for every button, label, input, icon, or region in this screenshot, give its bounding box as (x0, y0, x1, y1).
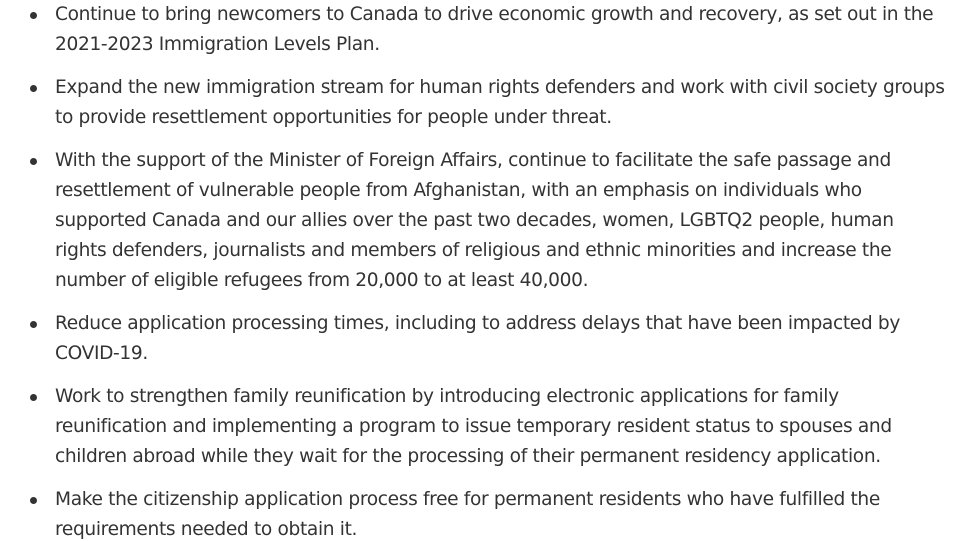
list-item (30, 0, 945, 60)
bullet-icon (30, 394, 37, 401)
bullet-icon (30, 158, 37, 165)
list-item-text: Work to strengthen family reunification by introducing electronic applications for family reunification and implementing a program to issue temporary resident status to spouses and children abroad while they wait for the processing of their permanent residency application. (55, 386, 892, 467)
list-item (30, 309, 945, 369)
list-item-text: With the support of the Minister of Foreign Affairs, continue to facilitate the safe passage and resettlement of vulnerable people from Afghanistan, with an emphasis on individuals who supported Canada and our allies over the past two decades, women, LGBTQ2 people, human rights defenders, journalists and members of religious and ethnic minorities and increase the number of eligible refugees from 20,000 to at least 40,000. (55, 150, 894, 291)
bullet-icon (30, 497, 37, 504)
list-item-text: Continue to bring newcomers to Canada to drive economic growth and recovery, as set out in the 2021-2023 Immigration Levels Plan. (55, 4, 934, 55)
list-item (30, 485, 945, 541)
bullet-icon (30, 85, 37, 92)
bullet-icon (30, 321, 37, 328)
bullet-icon (30, 12, 37, 19)
mandate-bullet-list (30, 0, 945, 541)
list-item-text: Reduce application processing times, including to address delays that have been impacted by COVID-19. (55, 313, 900, 364)
list-item-text: Expand the new immigration stream for human rights defenders and work with civil society groups to provide resettlement opportunities for people under threat. (55, 77, 945, 128)
list-item (30, 382, 945, 472)
list-item (30, 73, 945, 133)
list-item (30, 146, 945, 296)
list-item-text: Make the citizenship application process free for permanent residents who have fulfilled the requirements needed to obtain it. (55, 489, 880, 540)
